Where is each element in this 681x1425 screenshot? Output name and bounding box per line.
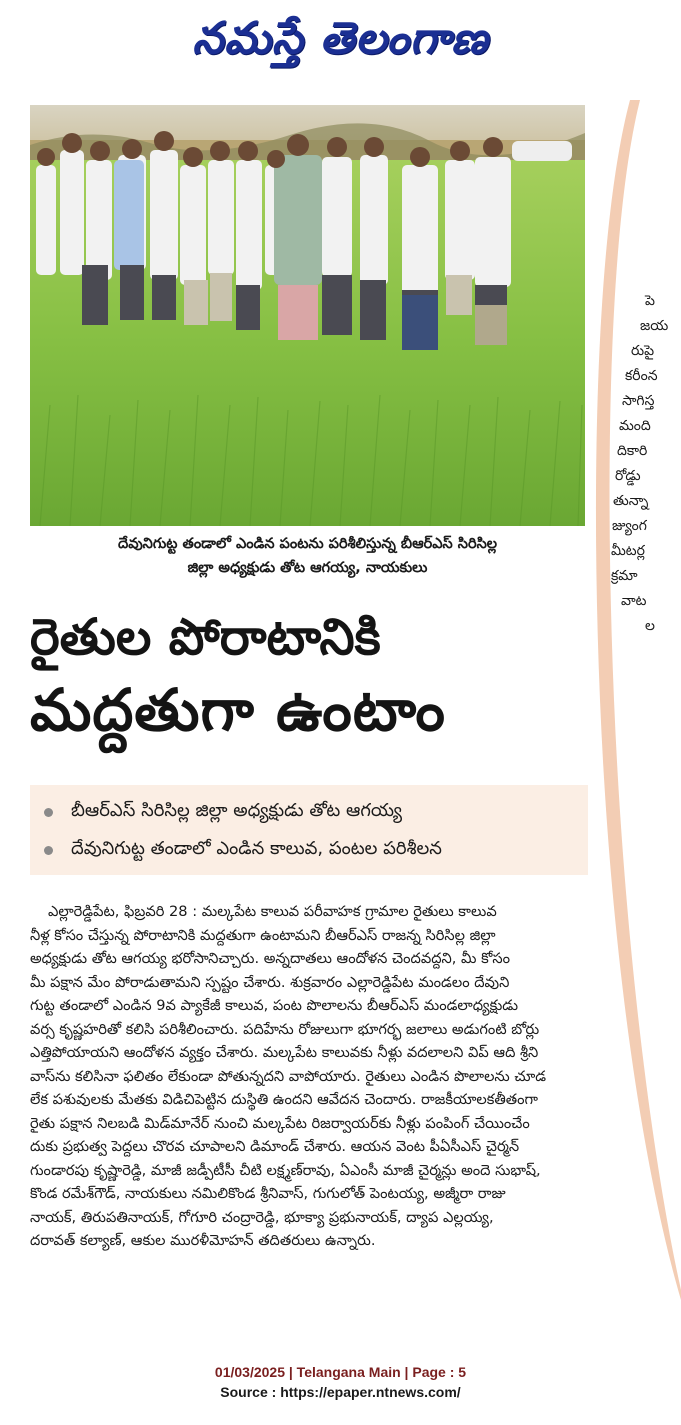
body-line: మీ పక్షాన మేం పోరాడుతామని స్పష్టం చేశారు. శుక్రవారం ఎల్లారెడ్డిపేట మండలం దేవుని bbox=[30, 973, 510, 991]
fragment-line: మంది bbox=[619, 418, 651, 434]
body-line: లేక పశువులకు మేతకు విడిచిపెట్టిన దుస్థితి ఉందని ఆవేదన చెందారు. రాజకీయాలకతీతంగా bbox=[30, 1091, 538, 1108]
fragment-line: సాగిస్త bbox=[622, 393, 655, 409]
body-line: వర్స కృష్ణహరితో కలిసి పరిశీలించారు. పదిహేను రోజులుగా భూగర్భ జలాలు అడుగంటి బోర్లు bbox=[30, 1020, 540, 1038]
body-line: అధ్యక్షుడు తోట ఆగయ్య భరోసానిచ్చారు. అన్నదాతలు ఆందోళన చెందవద్దని, మీ కోసం bbox=[30, 950, 511, 967]
masthead-title: నమస్తే తెలంగాణ bbox=[192, 13, 489, 64]
bullet-icon bbox=[44, 846, 53, 855]
highlight-text: బీఆర్‌ఎస్ సిరిసిల్ల జిల్లా అధ్యక్షుడు తోట ఆగయ్య bbox=[71, 799, 403, 821]
body-line: రైతు పక్షాన నిలబడి మిడ్‌మానేర్ నుంచి మల్కపేట రిజర్వాయర్‌కు నీళ్లు పంపింగ్ చేయించేం bbox=[30, 1114, 530, 1132]
highlight-text: దేవునిగుట్ట తండాలో ఎండిన కాలువ, పంటల పరిశీలన bbox=[71, 837, 442, 859]
fragment-line: దికారి bbox=[617, 443, 648, 459]
fragment-line: తున్నా bbox=[613, 493, 649, 509]
highlights-box bbox=[30, 785, 588, 875]
body-line: దరావత్ కల్యాణ్, ఆకుల మురళీమోహన్ తదితరులు ఉన్నారు. bbox=[30, 1232, 376, 1249]
fragment-line: పె bbox=[645, 293, 655, 309]
bullet-icon bbox=[44, 808, 53, 817]
article-headline bbox=[30, 604, 600, 750]
body-line: నాయక్, తిరుపతినాయక్, గోగూరి చంద్రారెడ్డి, భూక్యా ప్రభునాయక్, ద్యాప ఎల్లయ్య, bbox=[30, 1208, 494, 1226]
body-line: కొండ రమేశ్‌గౌడ్, నాయకులు నమిలికొండ శ్రీనివాస్, గుగులోత్ పెంటయ్య, అజ్మీరా రాజు bbox=[30, 1185, 506, 1202]
newspaper-masthead bbox=[0, 0, 681, 88]
body-line: దుకు ప్రభుత్వ పెద్దలు చొరవ చూపాలని డిమాండ్ చేశారు. ఆయన వెంట పీఏసీఎస్ చైర్మన్ bbox=[30, 1138, 520, 1155]
headline-line-2: మద్దతుగా ఉంటాం bbox=[30, 676, 446, 744]
news-photo bbox=[30, 105, 585, 526]
field-photo-illustration bbox=[30, 105, 585, 526]
fragment-line: రోడ్డు bbox=[615, 468, 641, 484]
fragment-line: జయ bbox=[640, 318, 669, 334]
highlight-item bbox=[44, 831, 588, 869]
fragment-line: ల bbox=[645, 618, 655, 634]
fragment-line: కరీంన bbox=[625, 368, 658, 384]
body-line: గుండారపు కృష్ణారెడ్డి, మాజీ జడ్పీటీసీ చీటి లక్ష్మణ్‌రావు, ఏఎంసీ మాజీ చైర్మన్లు అందె సుభాష్, bbox=[30, 1161, 541, 1179]
article-body bbox=[30, 900, 648, 1253]
body-line: ఎల్లారెడ్డిపేట, ఫిబ్రవరి 28 : మల్కపేట కాలువ పరీవాహక గ్రామాల రైతులు కాలువ bbox=[48, 903, 497, 920]
fragment-line: వాట bbox=[621, 593, 647, 609]
fragment-line: మీటర్ల bbox=[611, 543, 645, 559]
body-line: వాస్‌ను కలిసినా ఫలితం లేకుండా పోతున్నదని వాపోయారు. రైతులు ఎండిన పొలాలను చూడ bbox=[30, 1067, 547, 1085]
body-line: ఎత్తిపోయాయని ఆందోళన వ్యక్తం చేశారు. మల్కపేట కాలువకు నీళ్లు వదలాలని విప్ ఆది శ్రీని bbox=[30, 1044, 539, 1061]
caption-line: దేవునిగుట్ట తండాలో ఎండిన పంటను పరిశీలిస్తున్న బీఆర్‌ఎస్ సిరిసిల్ల bbox=[117, 536, 498, 552]
fragment-line: జ్యుంగ bbox=[612, 518, 647, 534]
fragment-line: క్రమా bbox=[611, 568, 638, 584]
highlight-item bbox=[44, 793, 588, 831]
page-footer bbox=[0, 1362, 681, 1402]
fragment-line: రుపై bbox=[631, 343, 655, 359]
body-line: గుట్ట తండాలో ఎండిన 9వ ప్యాకేజీ కాలువ, పంట పొలాలను బీఆర్‌ఎస్ మండలాధ్యక్షుడు bbox=[30, 997, 519, 1014]
headline-line-1: రైతుల పోరాటానికి bbox=[30, 608, 381, 666]
edition-info: 01/03/2025 | Telangana Main | Page : 5 bbox=[214, 1364, 467, 1380]
body-line: నీళ్ల కోసం చేస్తున్న పోరాటానికి మద్దతుగా ఉంటామని బీఆర్‌ఎస్ రాజన్న సిరిసిల్ల జిల్లా bbox=[30, 926, 496, 944]
source-link[interactable]: Source : https://epaper.ntnews.com/ bbox=[220, 1384, 461, 1400]
caption-line: జిల్లా అధ్యక్షుడు తోట ఆగయ్య, నాయకులు bbox=[187, 560, 428, 576]
photo-caption bbox=[30, 532, 585, 580]
